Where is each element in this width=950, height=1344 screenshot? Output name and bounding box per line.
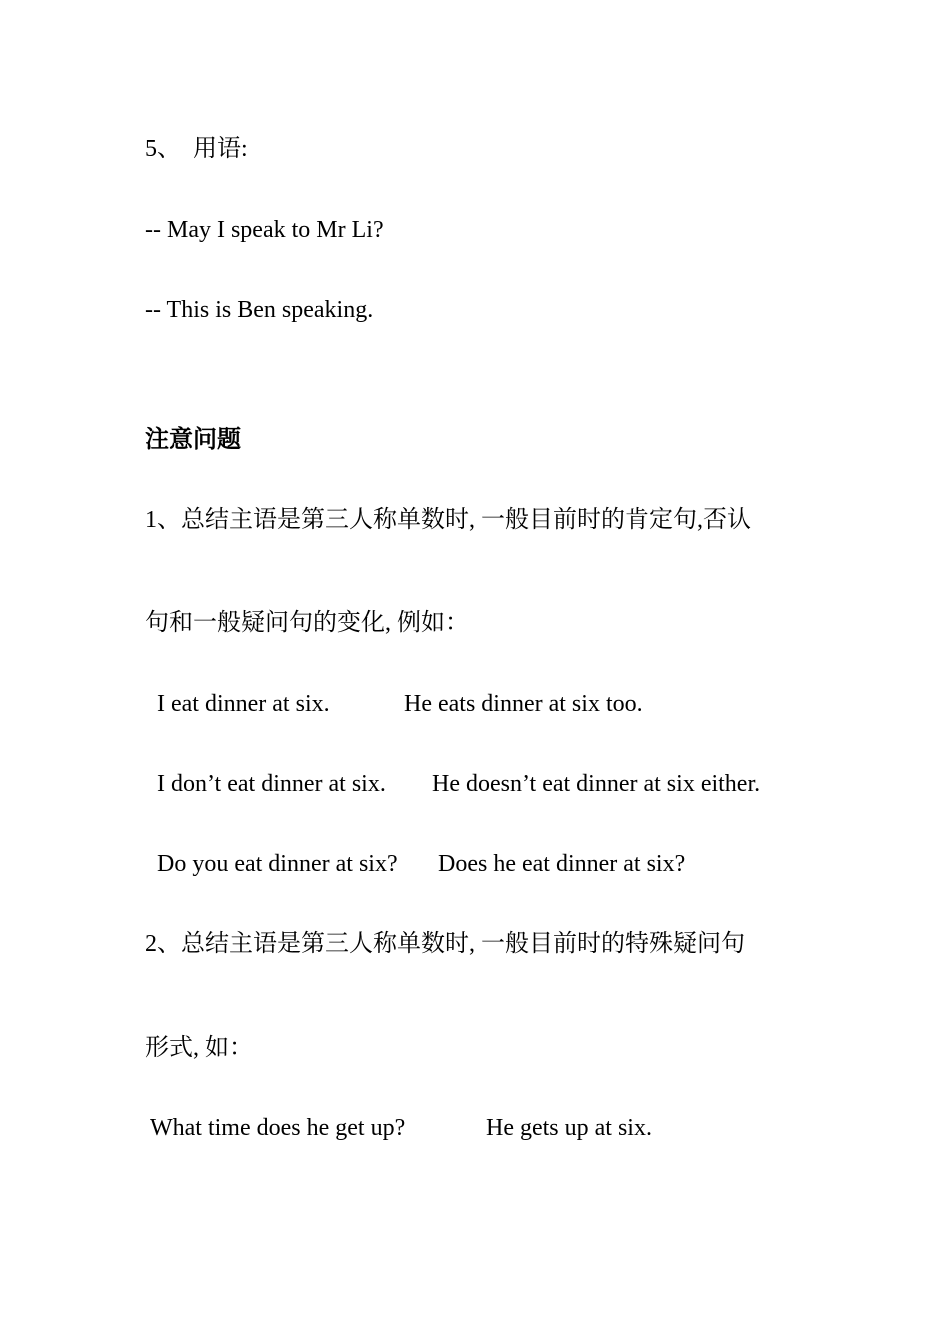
example-3-right: Does he eat dinner at six? (438, 851, 686, 877)
note-1-line-2: 句和一般疑问句的变化, 例如： (145, 610, 469, 636)
example-2-right: He doesn’t eat dinner at six either. (432, 771, 761, 797)
note-2-line-2: 形式, 如： (145, 1035, 253, 1061)
example-1-left: I eat dinner at six. (157, 691, 330, 717)
notes-title: 注意问题 (145, 427, 241, 453)
example-2-left: I don’t eat dinner at six. (157, 771, 386, 797)
dialogue-line-1: -- May I speak to Mr Li? (145, 217, 384, 243)
section-5-heading: 5、 用语: (145, 136, 248, 162)
example-3-left: Do you eat dinner at six? (157, 851, 398, 877)
example-4-left: What time does he get up? (150, 1115, 406, 1141)
dialogue-line-2: -- This is Ben speaking. (145, 297, 374, 323)
note-1-line-1: 1、总结主语是第三人称单数时, 一般目前时的肯定句,否认 (145, 507, 751, 533)
example-1-right: He eats dinner at six too. (404, 691, 643, 717)
example-4-right: He gets up at six. (486, 1115, 652, 1141)
note-2-line-1: 2、总结主语是第三人称单数时, 一般目前时的特殊疑问句 (145, 931, 745, 957)
